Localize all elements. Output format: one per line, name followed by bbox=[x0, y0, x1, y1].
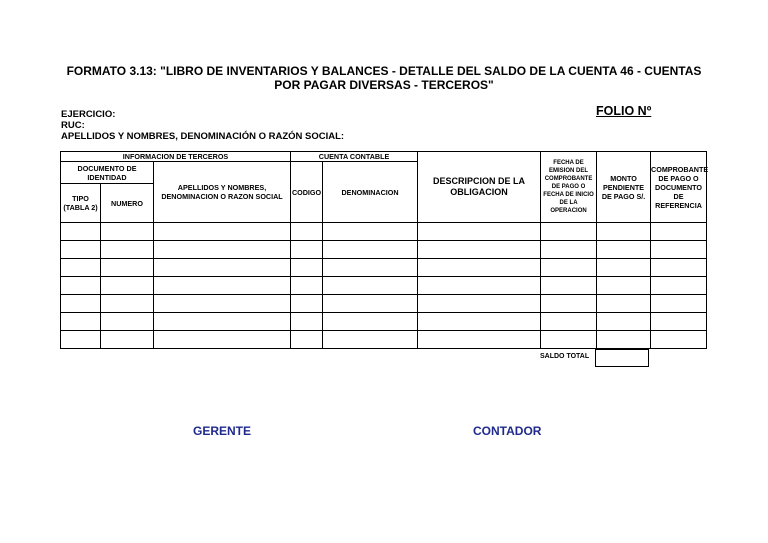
table-cell[interactable] bbox=[597, 259, 651, 277]
table-cell[interactable] bbox=[61, 241, 101, 259]
table-cell[interactable] bbox=[418, 295, 541, 313]
table-cell[interactable] bbox=[291, 313, 323, 331]
table-cell[interactable] bbox=[323, 223, 418, 241]
table-cell[interactable] bbox=[541, 223, 597, 241]
table-cell[interactable] bbox=[418, 259, 541, 277]
saldo-total-box[interactable] bbox=[595, 349, 649, 367]
table-cell[interactable] bbox=[541, 277, 597, 295]
table-cell[interactable] bbox=[597, 241, 651, 259]
table-cell[interactable] bbox=[541, 295, 597, 313]
table-cell[interactable] bbox=[323, 277, 418, 295]
table-cell[interactable] bbox=[597, 277, 651, 295]
table-cell[interactable] bbox=[323, 295, 418, 313]
table-cell[interactable] bbox=[418, 241, 541, 259]
table-cell[interactable] bbox=[291, 277, 323, 295]
table-cell[interactable] bbox=[101, 331, 154, 349]
ejercicio-label: EJERCICIO: bbox=[61, 109, 116, 120]
table-cell[interactable] bbox=[154, 295, 291, 313]
table-cell[interactable] bbox=[291, 295, 323, 313]
table-cell[interactable] bbox=[651, 313, 707, 331]
saldo-total-label: SALDO TOTAL bbox=[540, 353, 590, 360]
table-cell[interactable] bbox=[61, 277, 101, 295]
gerente-signature-label: GERENTE bbox=[193, 424, 252, 438]
header-cuenta-contable: CUENTA CONTABLE bbox=[291, 152, 418, 162]
table-cell[interactable] bbox=[101, 277, 154, 295]
header-codigo: CODIGO bbox=[291, 162, 323, 223]
razon-social-label: APELLIDOS Y NOMBRES, DENOMINACIÓN O RAZÓN SOCIAL: bbox=[61, 131, 345, 142]
header-comprobante: COMPROBANTE DE PAGO O DOCUMENTO DE REFERENCIA bbox=[651, 152, 707, 223]
table-cell[interactable] bbox=[291, 241, 323, 259]
table-cell[interactable] bbox=[651, 295, 707, 313]
table-cell[interactable] bbox=[418, 313, 541, 331]
table-cell[interactable] bbox=[101, 313, 154, 331]
table-row bbox=[61, 277, 707, 295]
header-descripcion: DESCRIPCION DE LA OBLIGACION bbox=[418, 152, 541, 223]
table-cell[interactable] bbox=[323, 313, 418, 331]
table-cell[interactable] bbox=[651, 241, 707, 259]
table-cell[interactable] bbox=[61, 223, 101, 241]
table-cell[interactable] bbox=[597, 223, 651, 241]
document-title: FORMATO 3.13: "LIBRO DE INVENTARIOS Y BALANCES - DETALLE DEL SALDO DE LA CUENTA 46 - CUENTAS POR PAGAR DIVERSAS - TERCEROS" bbox=[66, 64, 702, 92]
table-cell[interactable] bbox=[418, 277, 541, 295]
table-cell[interactable] bbox=[154, 241, 291, 259]
table-cell[interactable] bbox=[541, 331, 597, 349]
header-informacion-terceros: INFORMACION DE TERCEROS bbox=[61, 152, 291, 162]
table-cell[interactable] bbox=[291, 331, 323, 349]
table-cell[interactable] bbox=[323, 241, 418, 259]
table-row bbox=[61, 295, 707, 313]
folio-label: FOLIO Nº bbox=[596, 104, 652, 118]
table-cell[interactable] bbox=[101, 241, 154, 259]
table-cell[interactable] bbox=[291, 223, 323, 241]
contador-signature-label: CONTADOR bbox=[473, 424, 542, 438]
table-cell[interactable] bbox=[651, 331, 707, 349]
table-cell[interactable] bbox=[651, 223, 707, 241]
table-cell[interactable] bbox=[154, 277, 291, 295]
table-cell[interactable] bbox=[541, 241, 597, 259]
table-row bbox=[61, 313, 707, 331]
table-cell[interactable] bbox=[61, 313, 101, 331]
table-cell[interactable] bbox=[651, 277, 707, 295]
header-numero: NUMERO bbox=[101, 184, 154, 223]
table-cell[interactable] bbox=[597, 331, 651, 349]
table-cell[interactable] bbox=[154, 223, 291, 241]
table-cell[interactable] bbox=[597, 295, 651, 313]
header-denominacion: DENOMINACION bbox=[323, 162, 418, 223]
table-cell[interactable] bbox=[418, 331, 541, 349]
header-tipo: TIPO (TABLA 2) bbox=[61, 184, 101, 223]
header-monto-pendiente: MONTO PENDIENTE DE PAGO S/. bbox=[597, 152, 651, 223]
table-row bbox=[61, 223, 707, 241]
table-cell[interactable] bbox=[418, 223, 541, 241]
table-cell[interactable] bbox=[597, 313, 651, 331]
table-row bbox=[61, 241, 707, 259]
table-cell[interactable] bbox=[154, 259, 291, 277]
header-apellidos-nombres: APELLIDOS Y NOMBRES, DENOMINACION O RAZON SOCIAL bbox=[154, 162, 291, 223]
ruc-label: RUC: bbox=[61, 120, 85, 131]
table-cell[interactable] bbox=[291, 259, 323, 277]
table-cell[interactable] bbox=[323, 331, 418, 349]
header-documento-identidad: DOCUMENTO DE IDENTIDAD bbox=[61, 162, 154, 184]
table-cell[interactable] bbox=[541, 313, 597, 331]
table-row bbox=[61, 331, 707, 349]
table-cell[interactable] bbox=[101, 259, 154, 277]
header-fecha-emision: FECHA DE EMISION DEL COMPROBANTE DE PAGO O FECHA DE INICIO DE LA OPERACION bbox=[541, 152, 597, 223]
table-cell[interactable] bbox=[61, 331, 101, 349]
table-row bbox=[61, 259, 707, 277]
table-cell[interactable] bbox=[61, 259, 101, 277]
table-cell[interactable] bbox=[61, 295, 101, 313]
table-cell[interactable] bbox=[154, 313, 291, 331]
table-cell[interactable] bbox=[651, 259, 707, 277]
cuentas-por-pagar-table bbox=[60, 151, 707, 349]
table-cell[interactable] bbox=[541, 259, 597, 277]
table-cell[interactable] bbox=[101, 295, 154, 313]
table-cell[interactable] bbox=[154, 331, 291, 349]
table-cell[interactable] bbox=[101, 223, 154, 241]
table-cell[interactable] bbox=[323, 259, 418, 277]
